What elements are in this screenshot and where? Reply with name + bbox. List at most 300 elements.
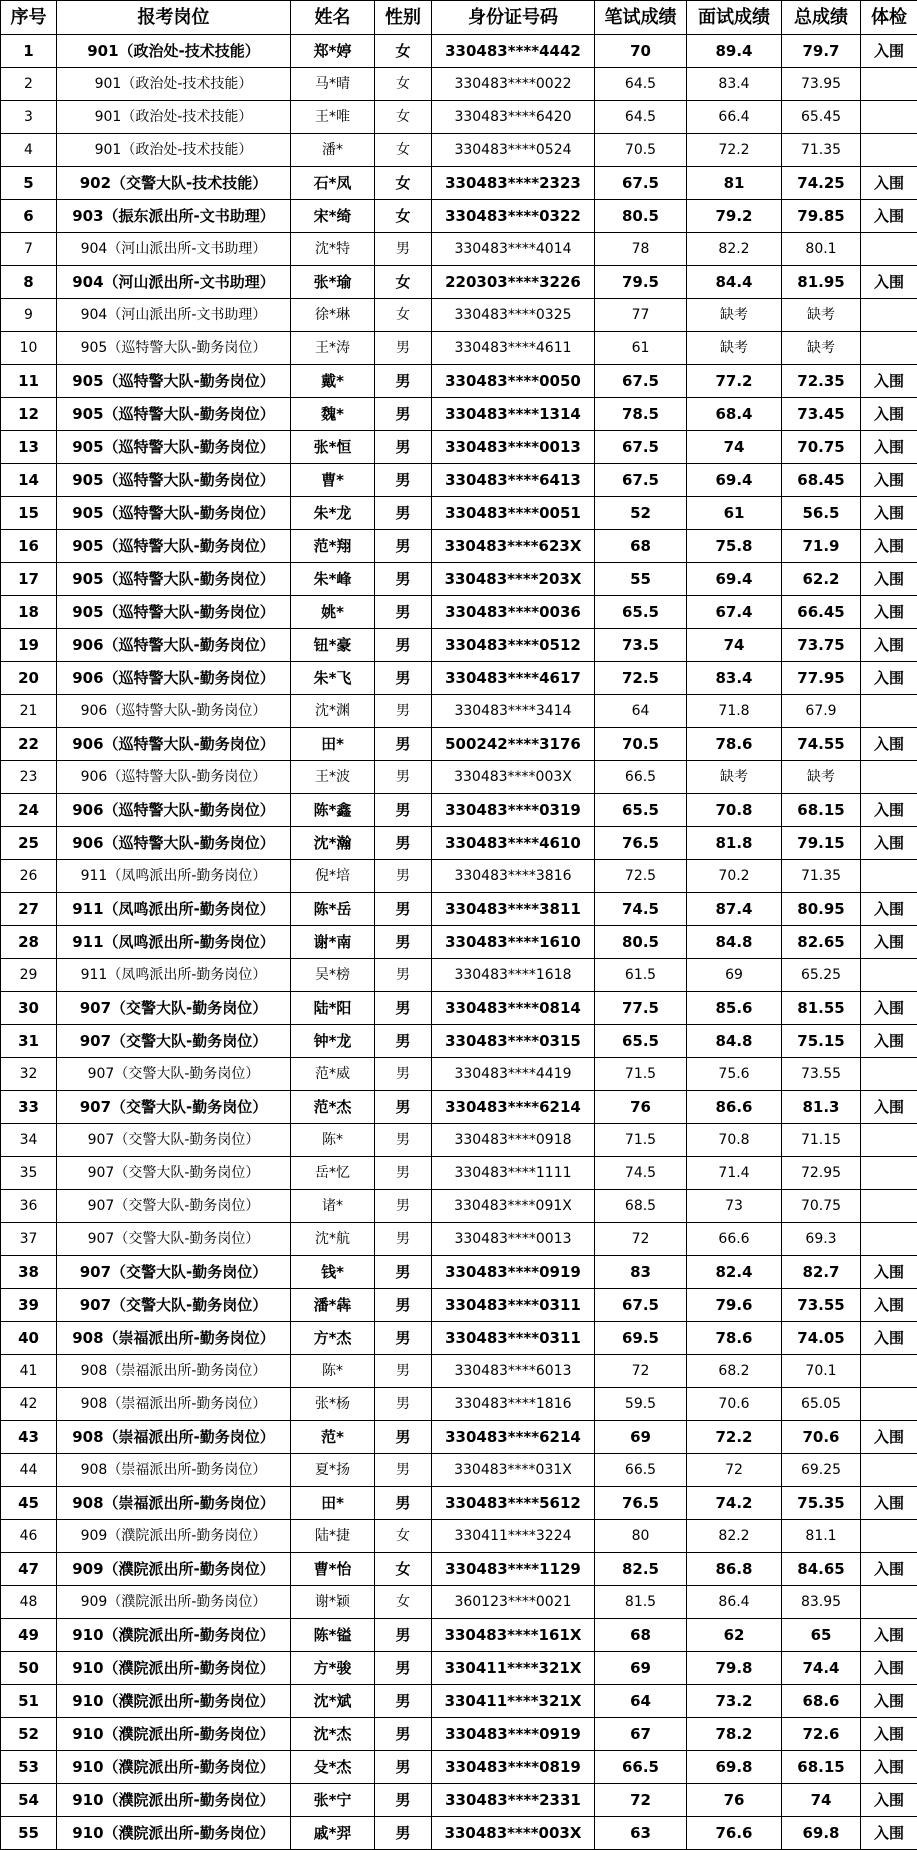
table-row xyxy=(1,101,917,134)
cell-interview-score: 74 xyxy=(687,431,782,464)
cell-total-score: 72.35 xyxy=(782,365,861,398)
cell-name: 张*杨 xyxy=(291,1388,375,1421)
cell-total-score: 68.6 xyxy=(782,1685,861,1718)
cell-interview-score: 缺考 xyxy=(687,299,782,332)
cell-name: 郑*婷 xyxy=(291,35,375,68)
cell-name: 魏* xyxy=(291,398,375,431)
cell-id-number: 330483****4442 xyxy=(432,35,595,68)
cell-physical-check: 入围 xyxy=(861,629,917,662)
cell-position: 907（交警大队-勤务岗位） xyxy=(57,1058,291,1091)
cell-written-score: 67.5 xyxy=(595,431,687,464)
cell-total-score: 73.55 xyxy=(782,1289,861,1322)
cell-name: 谢*颖 xyxy=(291,1586,375,1619)
cell-total-score: 71.15 xyxy=(782,1124,861,1157)
cell-interview-score: 69.4 xyxy=(687,464,782,497)
cell-total-score: 73.55 xyxy=(782,1058,861,1091)
cell-total-score: 74 xyxy=(782,1784,861,1817)
cell-total-score: 79.7 xyxy=(782,35,861,68)
cell-id-number: 330483****1111 xyxy=(432,1157,595,1190)
cell-physical-check xyxy=(861,332,917,365)
cell-written-score: 68 xyxy=(595,530,687,563)
cell-physical-check: 入围 xyxy=(861,1619,917,1652)
cell-no: 9 xyxy=(1,299,57,332)
cell-position: 901（政治处-技术技能） xyxy=(57,134,291,167)
cell-id-number: 330483****161X xyxy=(432,1619,595,1652)
cell-interview-score: 69.4 xyxy=(687,563,782,596)
cell-position: 908（崇福派出所-勤务岗位） xyxy=(57,1355,291,1388)
cell-no: 20 xyxy=(1,662,57,695)
cell-interview-score: 68.4 xyxy=(687,398,782,431)
cell-written-score: 72 xyxy=(595,1355,687,1388)
cell-interview-score: 72.2 xyxy=(687,134,782,167)
cell-written-score: 69.5 xyxy=(595,1322,687,1355)
cell-sex: 男 xyxy=(375,233,432,266)
cell-no: 8 xyxy=(1,266,57,299)
cell-id-number: 330483****623X xyxy=(432,530,595,563)
cell-position: 901（政治处-技术技能） xyxy=(57,68,291,101)
table-row xyxy=(1,827,917,860)
header-row xyxy=(1,1,917,35)
cell-sex: 男 xyxy=(375,1190,432,1223)
cell-id-number: 330411****3224 xyxy=(432,1520,595,1553)
cell-written-score: 80.5 xyxy=(595,200,687,233)
cell-written-score: 69 xyxy=(595,1421,687,1454)
cell-position: 901（政治处-技术技能） xyxy=(57,35,291,68)
cell-interview-score: 66.6 xyxy=(687,1223,782,1256)
cell-name: 戚*羿 xyxy=(291,1817,375,1850)
cell-physical-check: 入围 xyxy=(861,431,917,464)
cell-name: 田* xyxy=(291,1487,375,1520)
cell-written-score: 59.5 xyxy=(595,1388,687,1421)
cell-total-score: 79.85 xyxy=(782,200,861,233)
cell-interview-score: 78.2 xyxy=(687,1718,782,1751)
cell-sex: 女 xyxy=(375,266,432,299)
cell-physical-check xyxy=(861,761,917,794)
table-row xyxy=(1,1355,917,1388)
header-total-score: 总成绩 xyxy=(782,1,861,35)
cell-total-score: 82.65 xyxy=(782,926,861,959)
cell-written-score: 64 xyxy=(595,1685,687,1718)
cell-sex: 男 xyxy=(375,629,432,662)
cell-physical-check: 入围 xyxy=(861,662,917,695)
cell-sex: 男 xyxy=(375,1289,432,1322)
cell-id-number: 330483****1314 xyxy=(432,398,595,431)
cell-id-number: 330411****321X xyxy=(432,1685,595,1718)
cell-total-score: 82.7 xyxy=(782,1256,861,1289)
cell-written-score: 64 xyxy=(595,695,687,728)
cell-interview-score: 83.4 xyxy=(687,68,782,101)
table-row xyxy=(1,596,917,629)
cell-total-score: 80.1 xyxy=(782,233,861,266)
cell-position: 908（崇福派出所-勤务岗位） xyxy=(57,1421,291,1454)
cell-sex: 男 xyxy=(375,1619,432,1652)
cell-no: 43 xyxy=(1,1421,57,1454)
cell-name: 张*瑜 xyxy=(291,266,375,299)
cell-interview-score: 75.6 xyxy=(687,1058,782,1091)
cell-sex: 男 xyxy=(375,728,432,761)
header-written-score: 笔试成绩 xyxy=(595,1,687,35)
cell-id-number: 330483****0315 xyxy=(432,1025,595,1058)
table-row xyxy=(1,299,917,332)
cell-no: 19 xyxy=(1,629,57,662)
cell-physical-check xyxy=(861,860,917,893)
cell-total-score: 81.95 xyxy=(782,266,861,299)
cell-name: 钮*豪 xyxy=(291,629,375,662)
cell-position: 902（交警大队-技术技能） xyxy=(57,167,291,200)
cell-written-score: 66.5 xyxy=(595,1751,687,1784)
cell-no: 5 xyxy=(1,167,57,200)
cell-sex: 男 xyxy=(375,761,432,794)
cell-position: 908（崇福派出所-勤务岗位） xyxy=(57,1322,291,1355)
cell-no: 27 xyxy=(1,893,57,926)
cell-interview-score: 84.8 xyxy=(687,1025,782,1058)
cell-written-score: 68.5 xyxy=(595,1190,687,1223)
cell-sex: 男 xyxy=(375,1355,432,1388)
cell-physical-check: 入围 xyxy=(861,1487,917,1520)
cell-name: 谢*南 xyxy=(291,926,375,959)
cell-position: 905（巡特警大队-勤务岗位） xyxy=(57,596,291,629)
cell-id-number: 330483****1816 xyxy=(432,1388,595,1421)
cell-name: 徐*琳 xyxy=(291,299,375,332)
cell-sex: 男 xyxy=(375,1421,432,1454)
cell-no: 28 xyxy=(1,926,57,959)
cell-no: 17 xyxy=(1,563,57,596)
cell-written-score: 79.5 xyxy=(595,266,687,299)
cell-name: 朱*飞 xyxy=(291,662,375,695)
cell-position: 907（交警大队-勤务岗位） xyxy=(57,1157,291,1190)
cell-position: 906（巡特警大队-勤务岗位） xyxy=(57,827,291,860)
cell-name: 方*杰 xyxy=(291,1322,375,1355)
cell-id-number: 360123****0021 xyxy=(432,1586,595,1619)
cell-sex: 男 xyxy=(375,464,432,497)
cell-position: 907（交警大队-勤务岗位） xyxy=(57,1025,291,1058)
cell-written-score: 67.5 xyxy=(595,365,687,398)
cell-name: 钱* xyxy=(291,1256,375,1289)
cell-total-score: 68.15 xyxy=(782,1751,861,1784)
cell-sex: 女 xyxy=(375,1553,432,1586)
cell-total-score: 73.45 xyxy=(782,398,861,431)
cell-position: 903（振东派出所-文书助理） xyxy=(57,200,291,233)
cell-written-score: 65.5 xyxy=(595,1025,687,1058)
table-row xyxy=(1,266,917,299)
cell-id-number: 330483****4611 xyxy=(432,332,595,365)
cell-no: 51 xyxy=(1,1685,57,1718)
cell-name: 张*恒 xyxy=(291,431,375,464)
cell-name: 岳*忆 xyxy=(291,1157,375,1190)
cell-no: 37 xyxy=(1,1223,57,1256)
table-row xyxy=(1,35,917,68)
cell-name: 诸* xyxy=(291,1190,375,1223)
header-no: 序号 xyxy=(1,1,57,35)
cell-physical-check: 入围 xyxy=(861,365,917,398)
cell-sex: 女 xyxy=(375,1520,432,1553)
cell-interview-score: 74 xyxy=(687,629,782,662)
cell-sex: 男 xyxy=(375,1487,432,1520)
cell-written-score: 67 xyxy=(595,1718,687,1751)
cell-name: 王*波 xyxy=(291,761,375,794)
table-row xyxy=(1,761,917,794)
cell-total-score: 65.25 xyxy=(782,959,861,992)
cell-total-score: 62.2 xyxy=(782,563,861,596)
table-row xyxy=(1,497,917,530)
cell-interview-score: 79.2 xyxy=(687,200,782,233)
cell-written-score: 74.5 xyxy=(595,893,687,926)
cell-name: 沈*斌 xyxy=(291,1685,375,1718)
cell-id-number: 330483****6214 xyxy=(432,1091,595,1124)
cell-position: 905（巡特警大队-勤务岗位） xyxy=(57,365,291,398)
cell-total-score: 71.9 xyxy=(782,530,861,563)
cell-id-number: 330483****0050 xyxy=(432,365,595,398)
cell-sex: 男 xyxy=(375,497,432,530)
cell-name: 范* xyxy=(291,1421,375,1454)
cell-sex: 男 xyxy=(375,1322,432,1355)
cell-position: 905（巡特警大队-勤务岗位） xyxy=(57,332,291,365)
cell-physical-check: 入围 xyxy=(861,794,917,827)
cell-interview-score: 74.2 xyxy=(687,1487,782,1520)
table-row xyxy=(1,233,917,266)
table-row xyxy=(1,926,917,959)
cell-interview-score: 76 xyxy=(687,1784,782,1817)
cell-name: 王*唯 xyxy=(291,101,375,134)
cell-name: 沈*航 xyxy=(291,1223,375,1256)
cell-id-number: 330483****1610 xyxy=(432,926,595,959)
cell-position: 906（巡特警大队-勤务岗位） xyxy=(57,695,291,728)
cell-interview-score: 86.6 xyxy=(687,1091,782,1124)
cell-interview-score: 69.8 xyxy=(687,1751,782,1784)
cell-written-score: 66.5 xyxy=(595,761,687,794)
table-row xyxy=(1,1454,917,1487)
cell-physical-check xyxy=(861,134,917,167)
cell-interview-score: 87.4 xyxy=(687,893,782,926)
cell-no: 54 xyxy=(1,1784,57,1817)
cell-position: 908（崇福派出所-勤务岗位） xyxy=(57,1388,291,1421)
cell-total-score: 81.3 xyxy=(782,1091,861,1124)
cell-interview-score: 62 xyxy=(687,1619,782,1652)
cell-physical-check: 入围 xyxy=(861,1322,917,1355)
cell-total-score: 77.95 xyxy=(782,662,861,695)
cell-no: 7 xyxy=(1,233,57,266)
cell-no: 36 xyxy=(1,1190,57,1223)
cell-written-score: 67.5 xyxy=(595,464,687,497)
table-row xyxy=(1,728,917,761)
cell-position: 909（濮院派出所-勤务岗位） xyxy=(57,1586,291,1619)
cell-sex: 男 xyxy=(375,1784,432,1817)
cell-written-score: 83 xyxy=(595,1256,687,1289)
cell-no: 31 xyxy=(1,1025,57,1058)
cell-position: 909（濮院派出所-勤务岗位） xyxy=(57,1553,291,1586)
cell-no: 48 xyxy=(1,1586,57,1619)
cell-position: 907（交警大队-勤务岗位） xyxy=(57,1190,291,1223)
cell-sex: 男 xyxy=(375,992,432,1025)
cell-no: 29 xyxy=(1,959,57,992)
cell-sex: 女 xyxy=(375,1586,432,1619)
cell-total-score: 72.6 xyxy=(782,1718,861,1751)
cell-interview-score: 61 xyxy=(687,497,782,530)
cell-name: 沈*特 xyxy=(291,233,375,266)
cell-position: 911（凤鸣派出所-勤务岗位） xyxy=(57,959,291,992)
cell-sex: 女 xyxy=(375,134,432,167)
cell-name: 吴*榜 xyxy=(291,959,375,992)
cell-total-score: 65 xyxy=(782,1619,861,1652)
cell-sex: 男 xyxy=(375,1388,432,1421)
cell-id-number: 330483****1618 xyxy=(432,959,595,992)
cell-name: 范*杰 xyxy=(291,1091,375,1124)
cell-name: 张*宁 xyxy=(291,1784,375,1817)
table-row xyxy=(1,134,917,167)
cell-id-number: 330483****0013 xyxy=(432,431,595,464)
table-row xyxy=(1,1751,917,1784)
cell-sex: 男 xyxy=(375,794,432,827)
cell-total-score: 68.45 xyxy=(782,464,861,497)
cell-written-score: 76.5 xyxy=(595,1487,687,1520)
table-row xyxy=(1,365,917,398)
cell-id-number: 330483****4419 xyxy=(432,1058,595,1091)
cell-id-number: 330483****2323 xyxy=(432,167,595,200)
cell-position: 906（巡特警大队-勤务岗位） xyxy=(57,629,291,662)
cell-sex: 男 xyxy=(375,530,432,563)
cell-written-score: 72.5 xyxy=(595,860,687,893)
cell-no: 25 xyxy=(1,827,57,860)
cell-name: 倪*培 xyxy=(291,860,375,893)
cell-no: 26 xyxy=(1,860,57,893)
cell-no: 40 xyxy=(1,1322,57,1355)
cell-sex: 男 xyxy=(375,1256,432,1289)
cell-id-number: 330483****0311 xyxy=(432,1289,595,1322)
table-row xyxy=(1,1091,917,1124)
cell-physical-check: 入围 xyxy=(861,1817,917,1850)
table-row xyxy=(1,167,917,200)
cell-no: 41 xyxy=(1,1355,57,1388)
cell-id-number: 330483****0814 xyxy=(432,992,595,1025)
cell-name: 陈* xyxy=(291,1355,375,1388)
cell-name: 陈* xyxy=(291,1124,375,1157)
table-row xyxy=(1,68,917,101)
cell-no: 53 xyxy=(1,1751,57,1784)
cell-no: 6 xyxy=(1,200,57,233)
cell-written-score: 64.5 xyxy=(595,101,687,134)
cell-name: 陆*阳 xyxy=(291,992,375,1025)
cell-interview-score: 85.6 xyxy=(687,992,782,1025)
table-row xyxy=(1,629,917,662)
cell-no: 32 xyxy=(1,1058,57,1091)
cell-name: 曹*怡 xyxy=(291,1553,375,1586)
cell-position: 910（濮院派出所-勤务岗位） xyxy=(57,1784,291,1817)
cell-interview-score: 84.8 xyxy=(687,926,782,959)
cell-name: 钟*龙 xyxy=(291,1025,375,1058)
cell-physical-check: 入围 xyxy=(861,35,917,68)
table-row xyxy=(1,1619,917,1652)
cell-total-score: 68.15 xyxy=(782,794,861,827)
cell-position: 911（凤鸣派出所-勤务岗位） xyxy=(57,860,291,893)
cell-total-score: 75.35 xyxy=(782,1487,861,1520)
cell-sex: 男 xyxy=(375,1058,432,1091)
cell-total-score: 67.9 xyxy=(782,695,861,728)
cell-position: 907（交警大队-勤务岗位） xyxy=(57,1124,291,1157)
cell-total-score: 缺考 xyxy=(782,761,861,794)
cell-sex: 女 xyxy=(375,35,432,68)
cell-sex: 男 xyxy=(375,398,432,431)
cell-id-number: 330483****0319 xyxy=(432,794,595,827)
cell-id-number: 330483****091X xyxy=(432,1190,595,1223)
cell-interview-score: 83.4 xyxy=(687,662,782,695)
cell-written-score: 64.5 xyxy=(595,68,687,101)
cell-total-score: 73.75 xyxy=(782,629,861,662)
cell-total-score: 74.25 xyxy=(782,167,861,200)
cell-id-number: 330483****203X xyxy=(432,563,595,596)
cell-physical-check xyxy=(861,233,917,266)
cell-sex: 男 xyxy=(375,827,432,860)
cell-sex: 男 xyxy=(375,893,432,926)
cell-written-score: 82.5 xyxy=(595,1553,687,1586)
cell-physical-check xyxy=(861,1223,917,1256)
cell-position: 901（政治处-技术技能） xyxy=(57,101,291,134)
cell-interview-score: 75.8 xyxy=(687,530,782,563)
cell-physical-check xyxy=(861,959,917,992)
cell-name: 沈*渊 xyxy=(291,695,375,728)
cell-total-score: 69.3 xyxy=(782,1223,861,1256)
cell-sex: 男 xyxy=(375,1718,432,1751)
cell-no: 21 xyxy=(1,695,57,728)
cell-physical-check: 入围 xyxy=(861,398,917,431)
cell-interview-score: 71.8 xyxy=(687,695,782,728)
cell-physical-check: 入围 xyxy=(861,167,917,200)
table-row xyxy=(1,1553,917,1586)
cell-no: 18 xyxy=(1,596,57,629)
cell-physical-check: 入围 xyxy=(861,530,917,563)
cell-physical-check: 入围 xyxy=(861,200,917,233)
cell-sex: 男 xyxy=(375,332,432,365)
cell-name: 潘*犇 xyxy=(291,1289,375,1322)
cell-physical-check xyxy=(861,101,917,134)
cell-sex: 女 xyxy=(375,299,432,332)
cell-no: 4 xyxy=(1,134,57,167)
cell-interview-score: 81.8 xyxy=(687,827,782,860)
cell-physical-check xyxy=(861,1520,917,1553)
cell-physical-check: 入围 xyxy=(861,497,917,530)
cell-sex: 男 xyxy=(375,1091,432,1124)
cell-sex: 男 xyxy=(375,1223,432,1256)
cell-sex: 男 xyxy=(375,365,432,398)
cell-position: 904（河山派出所-文书助理） xyxy=(57,299,291,332)
cell-physical-check xyxy=(861,1124,917,1157)
cell-no: 33 xyxy=(1,1091,57,1124)
cell-position: 906（巡特警大队-勤务岗位） xyxy=(57,728,291,761)
cell-position: 910（濮院派出所-勤务岗位） xyxy=(57,1652,291,1685)
table-row xyxy=(1,1718,917,1751)
table-row xyxy=(1,464,917,497)
cell-id-number: 330483****0512 xyxy=(432,629,595,662)
cell-position: 908（崇福派出所-勤务岗位） xyxy=(57,1454,291,1487)
cell-total-score: 74.4 xyxy=(782,1652,861,1685)
cell-no: 35 xyxy=(1,1157,57,1190)
cell-physical-check xyxy=(861,68,917,101)
cell-physical-check: 入围 xyxy=(861,893,917,926)
cell-name: 殳*杰 xyxy=(291,1751,375,1784)
table-row xyxy=(1,1223,917,1256)
cell-physical-check: 入围 xyxy=(861,1652,917,1685)
cell-id-number: 330483****3414 xyxy=(432,695,595,728)
cell-interview-score: 81 xyxy=(687,167,782,200)
table-row xyxy=(1,398,917,431)
cell-position: 908（崇福派出所-勤务岗位） xyxy=(57,1487,291,1520)
cell-physical-check xyxy=(861,695,917,728)
cell-name: 朱*峰 xyxy=(291,563,375,596)
cell-no: 45 xyxy=(1,1487,57,1520)
cell-total-score: 71.35 xyxy=(782,134,861,167)
cell-interview-score: 78.6 xyxy=(687,728,782,761)
cell-position: 910（濮院派出所-勤务岗位） xyxy=(57,1718,291,1751)
cell-name: 范*威 xyxy=(291,1058,375,1091)
